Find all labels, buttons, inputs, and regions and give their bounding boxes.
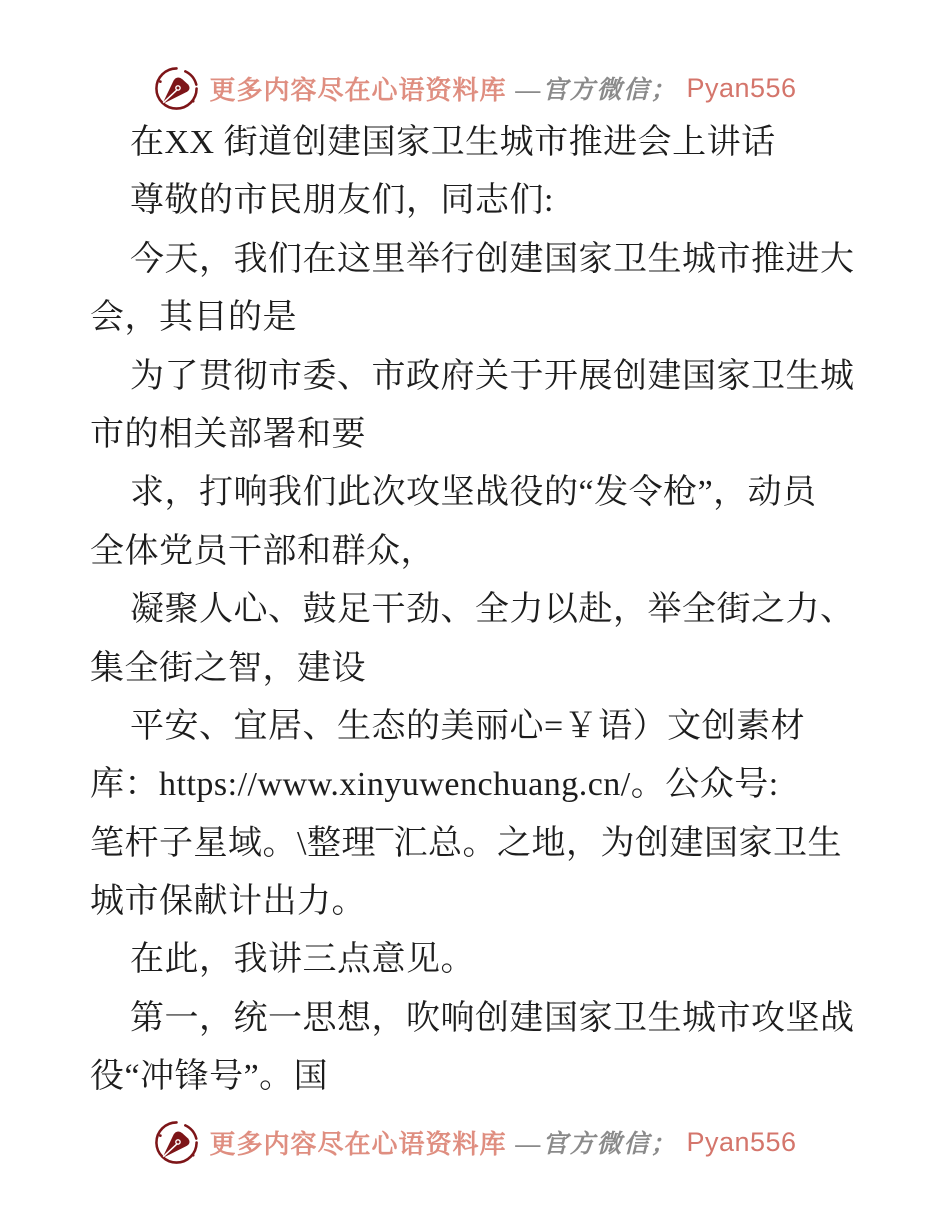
pen-logo-icon	[153, 1119, 200, 1166]
text-line: 全体党员干部和群众，	[90, 532, 435, 570]
text-line: 平安、宜居、生态的美丽心=￥语）文创素材	[130, 707, 806, 745]
document-body	[90, 114, 872, 1107]
text-line: 集全街之智，建设	[90, 649, 366, 687]
text-line: 会，其目的是	[90, 299, 297, 337]
text-line: 今天，我们在这里举行创建国家卫生城市推进大	[130, 240, 855, 278]
text-line: 尊敬的市民朋友们，同志们:	[130, 182, 554, 220]
wechat-id: Pyan556	[686, 1126, 797, 1157]
text-line: 在XX 街道创建国家卫生城市推进会上讲话	[130, 124, 776, 161]
pen-logo-icon	[153, 65, 200, 112]
text-line: 凝聚人心、鼓足干劲、全力以赴，举全街之力、	[130, 591, 855, 629]
wechat-label: —官方微信；	[515, 77, 678, 104]
text-line: 第一，统一思想，吹响创建国家卫生城市攻坚战	[130, 999, 855, 1037]
text-line: 市的相关部署和要	[90, 415, 366, 453]
watermark-footer	[0, 1116, 950, 1168]
brand-text: 更多内容尽在心语资料库	[209, 1129, 507, 1159]
text-line: 为了贯彻市委、市政府关于开展创建国家卫生城	[130, 357, 855, 395]
watermark-header	[0, 62, 950, 114]
text-line: 在此，我讲三点意见。	[130, 941, 475, 979]
text-line: 求，打响我们此次攻坚战役的“发令枪”，动员	[130, 474, 817, 512]
brand-text: 更多内容尽在心语资料库	[209, 75, 507, 105]
text-line: 笔杆子星域。\整理¯汇总。之地，为创建国家卫生	[90, 824, 842, 862]
wechat-id: Pyan556	[686, 72, 797, 103]
text-line: 库：https://www.xinyuwenchuang.cn/。公众号:	[90, 766, 779, 804]
text-line: 役“冲锋号”。国	[90, 1058, 329, 1096]
text-line: 城市保献计出力。	[90, 883, 366, 921]
wechat-label: —官方微信；	[515, 1131, 678, 1158]
